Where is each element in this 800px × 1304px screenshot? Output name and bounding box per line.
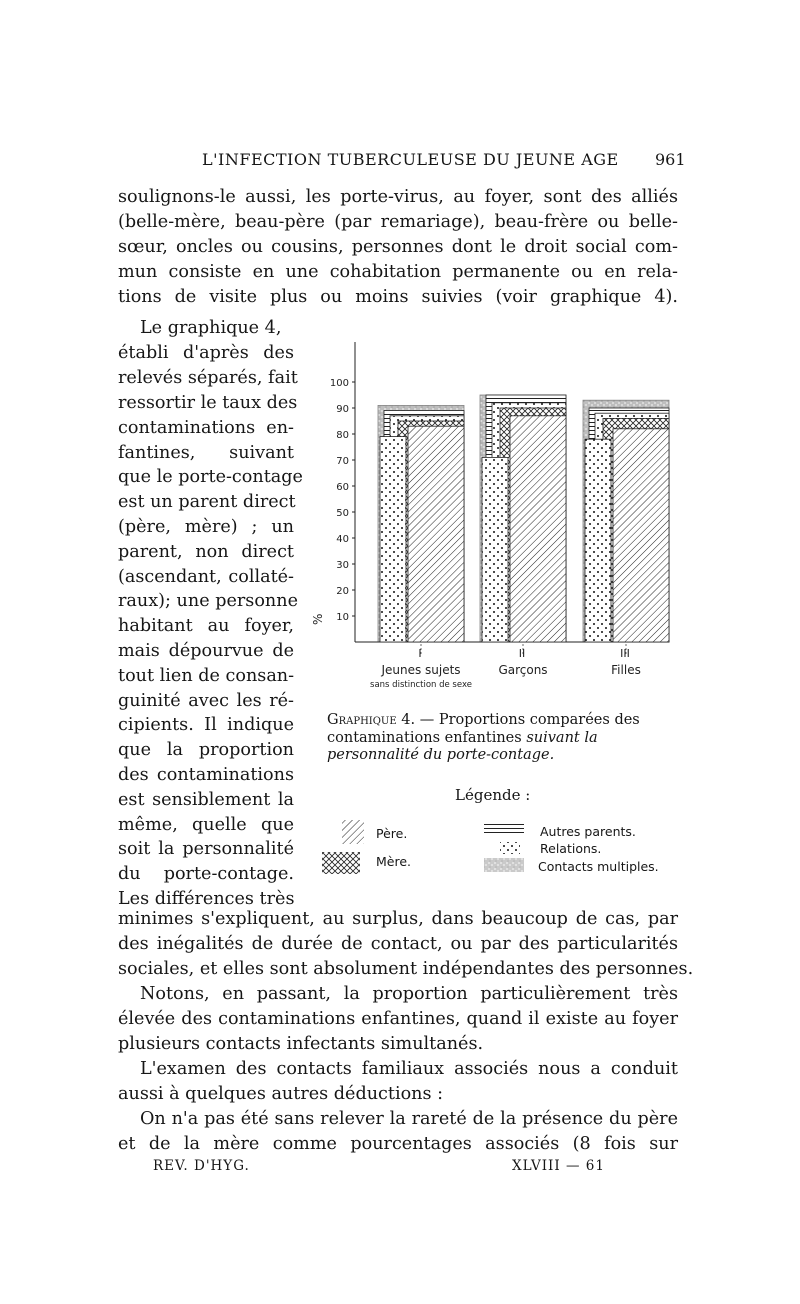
y-tick-label: 50: [336, 508, 349, 519]
y-tick-label: 70: [336, 456, 349, 467]
group-roman-label: III: [620, 647, 630, 660]
text-line: aussi à quelques autres déductions :: [118, 1084, 444, 1104]
text-line: guinité avec les ré-: [118, 691, 294, 711]
y-tick-label: 80: [336, 430, 349, 441]
legend-title: Légende :: [455, 786, 531, 804]
text-line: du porte-contage.: [118, 864, 294, 884]
legend-label-pere: Père.: [376, 826, 408, 841]
y-tick-label: 100: [329, 378, 349, 389]
text-line: mun consiste en une cohabitation permanente ou en rela-: [118, 262, 678, 282]
text-line: plusieurs contacts infectants simultanés.: [118, 1034, 484, 1054]
text-line: des contaminations: [118, 765, 294, 785]
text-line: sociales, et elles sont absolument indépendantes des personnes.: [118, 959, 694, 979]
footer-journal: REV. D'HYG.: [153, 1158, 250, 1174]
legend-label-contacts-multiples: Contacts multiples.: [538, 859, 659, 874]
y-tick-label: 10: [336, 612, 349, 623]
legend-swatch-mere: [320, 850, 362, 876]
text-line: minimes s'expliquent, au surplus, dans beaucoup de cas, par: [118, 909, 678, 929]
bar-p-re-2: [510, 416, 566, 642]
y-tick-label: 60: [336, 482, 349, 493]
legend-swatch-contacts-multiples: [482, 856, 526, 876]
text-line: On n'a pas été sans relever la rareté de la présence du père: [140, 1109, 678, 1129]
text-line: fantines, suivant: [118, 443, 294, 463]
text-line: Les différences très: [118, 889, 295, 909]
text-line: des inégalités de durée de contact, ou par des particularités: [118, 934, 678, 954]
text-line: est un parent direct: [118, 492, 296, 512]
group-label: Garçons: [498, 663, 548, 677]
legend-label-relations: Relations.: [540, 841, 602, 856]
text-line: L'examen des contacts familiaux associés nous a conduit: [140, 1059, 678, 1079]
text-line: soulignons-le aussi, les porte-virus, au foyer, sont des alliés: [118, 187, 678, 207]
legend-label-mere: Mère.: [376, 854, 412, 869]
text-line: établi d'après des: [118, 343, 294, 363]
text-line: (père, mère) ; un: [118, 517, 294, 537]
text-line: relevés séparés, fait: [118, 368, 298, 388]
page-number: 961: [655, 150, 686, 169]
y-axis-label: %: [311, 613, 325, 625]
text-line: ressortir le taux des: [118, 393, 298, 413]
group-label: Jeunes sujets: [381, 663, 461, 677]
legend-swatch-relations: [498, 840, 522, 856]
text-line: soit la personnalité: [118, 839, 294, 859]
text-line: que la proportion: [118, 740, 294, 760]
text-line: mais dépourvue de: [118, 641, 294, 661]
bar-p-re-1: [408, 426, 464, 642]
running-header: L'INFECTION TUBERCULEUSE DU JEUNE AGE: [202, 150, 619, 169]
bar-relations-inner--3: [585, 439, 611, 642]
bar-p-re-3: [613, 429, 669, 642]
bar-relations-inner--1: [380, 437, 406, 642]
text-line: tions de visite plus ou moins suivies (voir graphique 4).: [118, 287, 678, 307]
y-tick-label: 20: [336, 586, 349, 597]
legend-label-autres-parents: Autres parents.: [540, 824, 636, 839]
text-line: contaminations en-: [118, 418, 294, 438]
text-line: Notons, en passant, la proportion particulièrement très: [140, 984, 678, 1004]
text-line: est sensiblement la: [118, 790, 294, 810]
bar-chart: [300, 330, 680, 700]
text-line: que le porte-contage: [118, 467, 303, 487]
bar-relations-inner--2: [482, 457, 508, 642]
group-roman-label: I: [418, 647, 422, 660]
text-line: Le graphique 4,: [140, 318, 282, 338]
text-line: et de la mère comme pourcentages associés (8 fois sur: [118, 1134, 678, 1154]
group-roman-label: II: [518, 647, 526, 660]
text-line: habitant au foyer,: [118, 616, 294, 636]
y-tick-label: 90: [336, 404, 349, 415]
text-line: parent, non direct: [118, 542, 294, 562]
text-line: (belle-mère, beau-père (par remariage), beau-frère ou belle-: [118, 212, 678, 232]
caption-text: — Proportions comparées des contaminations enfantines: [327, 712, 640, 746]
text-line: raux); une personne: [118, 591, 298, 611]
group-label: Filles: [611, 663, 641, 677]
caption-label: Graphique 4.: [327, 712, 416, 728]
legend-swatch-pere: [340, 818, 368, 846]
text-line: sœur, oncles ou cousins, personnes dont le droit social com-: [118, 237, 678, 257]
text-line: tout lien de consan-: [118, 666, 295, 686]
y-tick-label: 30: [336, 560, 349, 571]
group-sublabel: sans distinction de sexe: [370, 680, 472, 690]
footer-volume: XLVIII — 61: [512, 1158, 605, 1174]
legend-swatch-autres-parents: [482, 820, 526, 840]
figure-caption: [327, 712, 673, 765]
text-line: cipients. Il indique: [118, 715, 294, 735]
text-line: même, quelle que: [118, 815, 294, 835]
y-tick-label: 40: [336, 534, 349, 545]
caption-italic: suivant la personnalité du porte-contage.: [327, 729, 598, 763]
text-line: élevée des contaminations enfantines, quand il existe au foyer: [118, 1009, 678, 1029]
text-line: (ascendant, collaté-: [118, 567, 294, 587]
